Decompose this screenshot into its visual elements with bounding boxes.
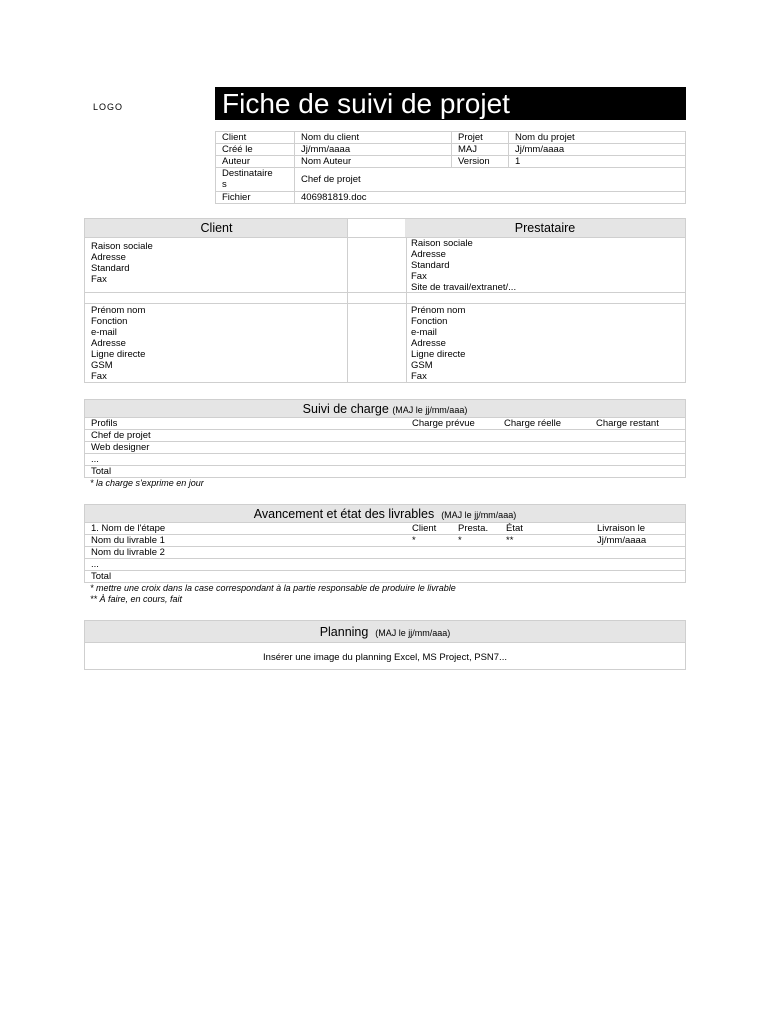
- meta-label: MAJ: [452, 144, 509, 156]
- meta-value: Nom du projet: [509, 132, 686, 144]
- planning-section: [84, 620, 686, 670]
- meta-label: Auteur: [216, 156, 295, 168]
- row-label: Nom du livrable 2: [85, 547, 406, 559]
- divider: [405, 293, 685, 304]
- field-label: e-mail: [91, 327, 117, 338]
- meta-value: Chef de projet: [295, 168, 686, 192]
- meta-value: Nom Auteur: [295, 156, 452, 168]
- divider: [348, 293, 406, 304]
- column-header: État: [500, 523, 591, 535]
- field-label: Fax: [411, 371, 427, 382]
- column-header: Charge réelle: [498, 418, 590, 430]
- client-column: [85, 219, 348, 382]
- row-label: Nom du livrable 1: [85, 535, 406, 547]
- field-label: Adresse: [411, 338, 446, 349]
- deliverables-section: [84, 504, 686, 604]
- table-row: [85, 535, 685, 547]
- meta-row: [216, 156, 686, 168]
- field-label: Prénom nom: [91, 305, 146, 316]
- planning-placeholder: Insérer une image du planning Excel, MS Project, PSN7...: [263, 652, 507, 663]
- client-company-block: [85, 238, 348, 293]
- field-label: Fonction: [411, 316, 448, 327]
- deliverables-note: * mettre une croix dans la case correspondant à la partie responsable de produire le livrable: [90, 583, 456, 593]
- planning-header: [85, 621, 685, 643]
- meta-value: Jj/mm/aaaa: [509, 144, 686, 156]
- row-label: Total: [91, 571, 112, 582]
- meta-row: [216, 144, 686, 156]
- workload-table: [85, 418, 685, 477]
- prestataire-contact-block: [405, 304, 685, 382]
- column-gap: [347, 219, 407, 382]
- prestataire-company-block: [405, 238, 685, 293]
- row-label: Total: [91, 466, 112, 477]
- table-header-row: [85, 523, 685, 535]
- column-header: Livraison le: [591, 523, 685, 535]
- table-row: [85, 559, 685, 571]
- row-label: Web designer: [85, 442, 406, 454]
- project-meta-table: [215, 131, 686, 204]
- column-header: Charge prévue: [406, 418, 498, 430]
- cell: *: [406, 535, 452, 547]
- section-title: Avancement et état des livrables: [253, 507, 435, 521]
- column-header: Profils: [85, 418, 406, 430]
- field-label: Ligne directe: [91, 349, 146, 360]
- field-label: Prénom nom: [411, 305, 466, 316]
- meta-value: Nom du client: [295, 132, 452, 144]
- table-row: [85, 430, 685, 442]
- table-row: [85, 454, 685, 466]
- column-header: Charge restant: [590, 418, 685, 430]
- cell: **: [500, 535, 591, 547]
- deliverables-header: [85, 505, 685, 523]
- field-label: Adresse: [91, 338, 126, 349]
- divider: [85, 293, 348, 304]
- cell: *: [452, 535, 500, 547]
- meta-row: [216, 192, 686, 204]
- meta-label: Fichier: [216, 192, 295, 204]
- meta-value: Jj/mm/aaaa: [295, 144, 452, 156]
- meta-value: 1: [509, 156, 686, 168]
- meta-label: Créé le: [216, 144, 295, 156]
- field-label: Adresse: [411, 249, 446, 260]
- row-label: Chef de projet: [85, 430, 406, 442]
- prestataire-header: Prestataire: [405, 219, 685, 238]
- deliverables-note: ** À faire, en cours, fait: [90, 594, 183, 604]
- field-label: GSM: [91, 360, 113, 371]
- workload-header: [85, 400, 685, 418]
- gap-header: [348, 219, 406, 238]
- update-date: (MAJ le jj/mm/aaa): [441, 510, 517, 520]
- field-label: Fax: [91, 371, 107, 382]
- row-label: ...: [85, 559, 406, 571]
- logo-placeholder: LOGO: [93, 102, 124, 112]
- meta-row: [216, 168, 686, 192]
- deliverables-table: [85, 523, 685, 582]
- column-header: Presta.: [452, 523, 500, 535]
- table-row: [85, 547, 685, 559]
- table-row: [85, 442, 685, 454]
- field-label: Fonction: [91, 316, 128, 327]
- update-date: (MAJ le jj/mm/aaa): [392, 405, 468, 415]
- meta-label: Destinataire s: [216, 168, 295, 192]
- meta-value: 406981819.doc: [295, 192, 686, 204]
- field-label: Raison sociale: [91, 241, 153, 252]
- workload-section: [84, 399, 686, 488]
- field-label: e-mail: [411, 327, 437, 338]
- field-label: Fax: [91, 274, 107, 285]
- field-label: GSM: [411, 360, 433, 371]
- client-contact-block: [85, 304, 348, 382]
- field-label: Site de travail/extranet/...: [411, 282, 517, 293]
- table-header-row: [85, 418, 685, 430]
- cell: Jj/mm/aaaa: [591, 535, 685, 547]
- section-title: Suivi de charge: [302, 402, 389, 416]
- meta-label: Client: [216, 132, 295, 144]
- field-label: Raison sociale: [411, 238, 473, 249]
- divider: [348, 238, 406, 293]
- meta-row: [216, 132, 686, 144]
- document-title: Fiche de suivi de projet: [215, 87, 686, 120]
- client-header: Client: [85, 219, 348, 238]
- contacts-section: [84, 218, 686, 383]
- meta-label: Version: [452, 156, 509, 168]
- column-header: Client: [406, 523, 452, 535]
- table-row: [85, 466, 685, 478]
- field-label: Ligne directe: [411, 349, 466, 360]
- column-header: 1. Nom de l'étape: [85, 523, 406, 535]
- field-label: Fax: [411, 271, 427, 282]
- update-date: (MAJ le jj/mm/aaa): [375, 628, 451, 638]
- prestataire-column: [405, 219, 685, 382]
- field-label: Standard: [91, 263, 130, 274]
- field-label: Adresse: [91, 252, 126, 263]
- section-title: Planning: [319, 625, 369, 639]
- meta-label: Projet: [452, 132, 509, 144]
- workload-note: * la charge s'exprime en jour: [90, 478, 204, 488]
- field-label: Standard: [411, 260, 450, 271]
- table-row: [85, 571, 685, 583]
- row-label: ...: [85, 454, 406, 466]
